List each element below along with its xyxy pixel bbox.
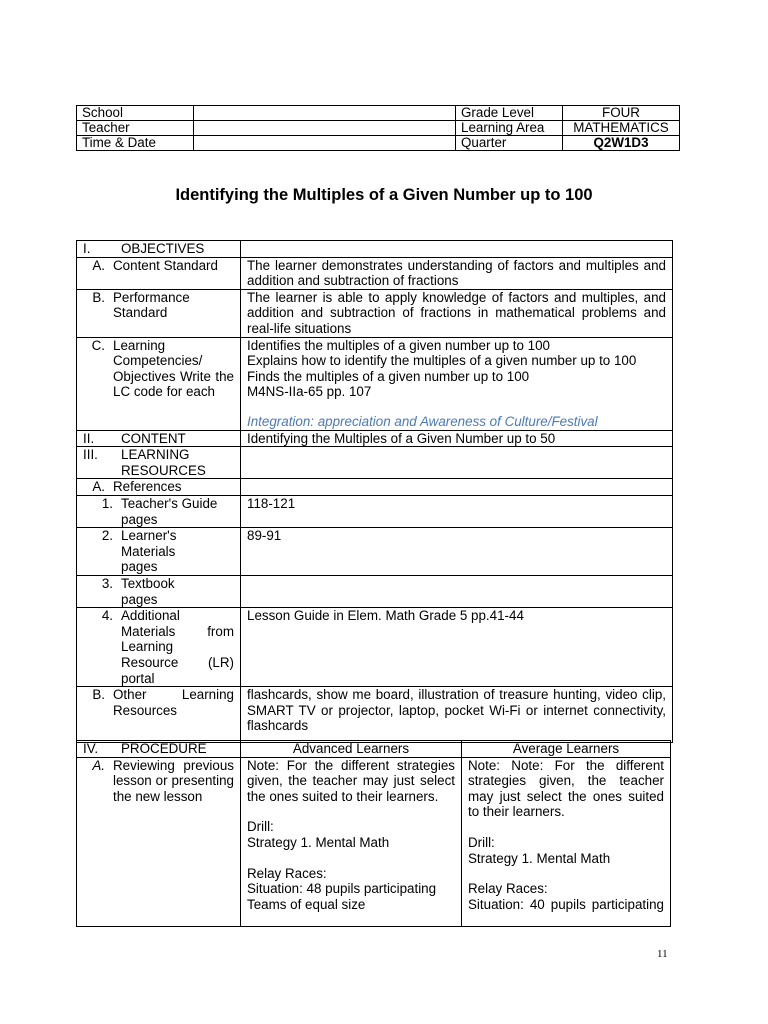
objectives-row: [77, 241, 673, 258]
advanced-strategy: Strategy 1. Mental Math: [247, 834, 390, 850]
textbook-row: [77, 576, 673, 608]
advanced-teams: Teams of equal size: [247, 896, 366, 912]
advanced-situation: Situation: 48 pupils participating: [247, 881, 437, 897]
time-value: [194, 136, 456, 151]
school-row: [77, 106, 680, 121]
procedure-roman: IV.: [83, 741, 99, 756]
performance-standard-row: [77, 289, 673, 337]
quarter-label: Quarter: [456, 136, 563, 151]
other-resources-value: flashcards, show me board, illustration of treasure hunting, video clip, SMART TV or projector, laptop, pocket Wi-Fi or internet connectivity, flashcards: [241, 687, 673, 743]
content-text: Identifying the Multiples of a Given Number up to 50: [241, 430, 673, 447]
competencies-row: [77, 337, 673, 430]
area-label: Learning Area: [456, 121, 563, 136]
average-learners-header: Average Learners: [462, 741, 671, 758]
time-label: Time & Date: [77, 136, 194, 151]
references-letter: A.: [92, 479, 105, 495]
page-number: 11: [657, 948, 668, 960]
integration-note: Integration: appreciation and Awareness of Culture/Festival: [247, 413, 598, 429]
competencies-letter: C.: [91, 337, 105, 353]
resource-label: Textbook pages: [121, 576, 175, 607]
procedure-table: [76, 740, 671, 927]
resource-num: 4.: [101, 608, 113, 624]
resources-row: [77, 447, 673, 479]
learners-materials-row: [77, 528, 673, 576]
average-situation: Situation: 40 pupils participating: [468, 896, 664, 912]
resource-label: Additional Materials from Learning Resource (LR) portal: [121, 608, 234, 686]
procedure-header-row: [77, 741, 671, 758]
content-standard-text: The learner demonstrates understanding of factors and multiples and addition and subtraction of fractions: [241, 257, 673, 289]
references-label: References: [113, 479, 182, 495]
content-row: [77, 430, 673, 447]
additional-materials-row: [77, 608, 673, 687]
competency-code: M4NS-IIa-65 pp. 107: [247, 384, 372, 400]
content-label: CONTENT: [121, 430, 186, 446]
grade-label: Grade Level: [456, 106, 563, 121]
advanced-cell: [241, 757, 462, 926]
quarter-value: Q2W1D3: [563, 136, 680, 151]
content-standard-row: [77, 257, 673, 289]
competency-line: Explains how to identify the multiples of a given number up to 100: [247, 353, 637, 369]
advanced-learners-header: Advanced Learners: [241, 741, 462, 758]
resource-num: 2.: [101, 528, 113, 544]
references-row: [77, 479, 673, 496]
resource-value: 89-91: [241, 528, 673, 576]
performance-standard-letter: B.: [92, 289, 105, 305]
competencies-label: Learning Competencies/ Objectives Write the LC code for each: [113, 337, 234, 400]
advanced-note: Note: For the different strategies given, the teacher may just select the ones suited to their learners.: [247, 757, 455, 804]
time-row: [77, 136, 680, 151]
other-resources-letter: B.: [92, 687, 105, 703]
average-strategy: Strategy 1. Mental Math: [468, 850, 611, 866]
advanced-relay: Relay Races:: [247, 865, 327, 881]
resource-value: [241, 576, 673, 608]
teacher-row: [77, 121, 680, 136]
school-label: School: [77, 106, 194, 121]
content-standard-label: Content Standard: [113, 257, 218, 273]
performance-standard-label: Performance Standard: [113, 289, 190, 321]
teacher-label: Teacher: [77, 121, 194, 136]
procedure-label: PROCEDURE: [121, 741, 207, 756]
performance-standard-text: The learner is able to apply knowledge of factors and multiples, and addition and subtraction of fractions in mathematical problems and real-life situations: [241, 289, 673, 337]
objectives-label-cell: [77, 241, 241, 258]
resources-label: LEARNING RESOURCES: [121, 447, 206, 478]
content-standard-letter: A.: [92, 257, 105, 273]
resource-label: Learner's Materials pages: [121, 528, 177, 575]
competency-line: Identifies the multiples of a given number up to 100: [247, 337, 550, 353]
competency-line: Finds the multiples of a given number up to 100: [247, 368, 530, 384]
lesson-plan-table: [76, 240, 673, 743]
reviewing-row: [77, 757, 671, 926]
lesson-title: Identifying the Multiples of a Given Number up to 100: [175, 186, 593, 204]
resource-num: 1.: [101, 495, 113, 511]
average-drill: Drill:: [468, 834, 495, 850]
teacher-value: [194, 121, 456, 136]
average-cell: [462, 757, 671, 926]
average-note: Note: Note: For the different strategies given, the teacher may just select the ones suited to their learners.: [468, 757, 664, 820]
other-resources-label: Other Learning Resources: [113, 687, 234, 718]
advanced-drill: Drill:: [247, 819, 274, 835]
resource-num: 3.: [101, 576, 113, 592]
area-value: MATHEMATICS: [563, 121, 680, 136]
resources-roman: III.: [83, 447, 98, 463]
teachers-guide-row: [77, 495, 673, 527]
content-roman: II.: [83, 430, 95, 446]
grade-value: FOUR: [563, 106, 680, 121]
average-relay: Relay Races:: [468, 881, 548, 897]
objectives-roman: I.: [83, 241, 91, 256]
school-value: [194, 106, 456, 121]
reviewing-letter: A.: [92, 757, 105, 773]
resource-label: Teacher's Guide pages: [121, 495, 218, 527]
resource-value: 118-121: [241, 495, 673, 527]
reviewing-label: Reviewing previous lesson or presenting the new lesson: [113, 757, 234, 804]
resource-value: Lesson Guide in Elem. Math Grade 5 pp.41-44: [241, 608, 673, 687]
objectives-label: OBJECTIVES: [121, 241, 205, 256]
header-table: [76, 105, 680, 151]
other-resources-row: [77, 687, 673, 743]
